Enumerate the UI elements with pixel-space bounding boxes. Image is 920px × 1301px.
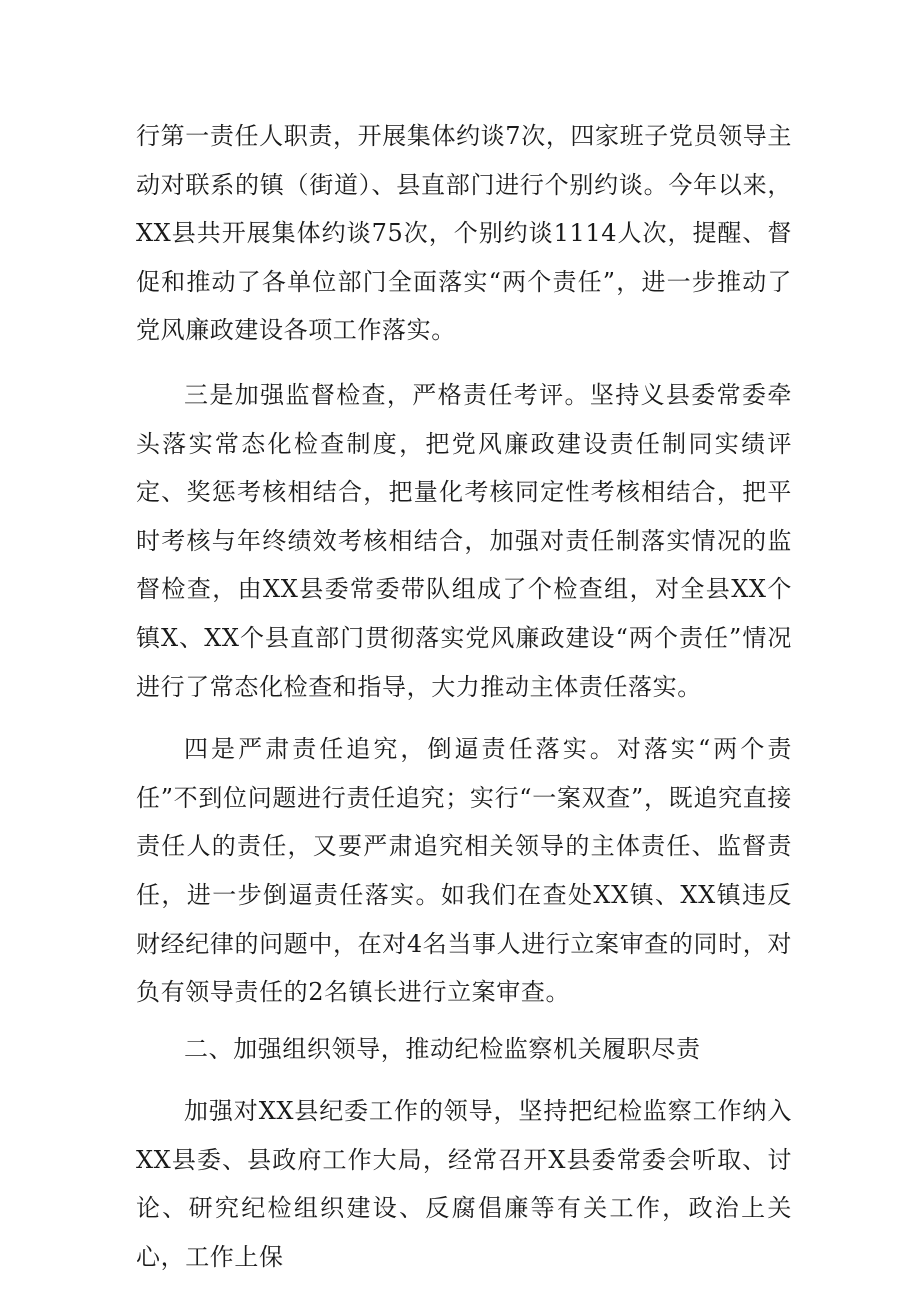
paragraph-supervision: 三是加强监督检查，严格责任考评。坚持义县委常委牵头落实常态化检查制度，把党风廉政建设责任制同实绩评定、奖惩考核相结合，把量化考核同定性考核相结合，把平时考核与年终绩效考核相结合，加强对责任制落实情况的监督检查，由XX县委常委带队组成了个检查组，对全县XX个镇X、XX个县直部门贯彻落实党风廉政建设“两个责任”情况进行了常态化检查和指导，大力推动主体责任落实。 (136, 380, 792, 701)
paragraph-leadership: 加强对XX县纪委工作的领导，坚持把纪检监察工作纳入XX县委、县政府工作大局，经常召开X县委常委会听取、讨论、研究纪检组织建设、反腐倡廉等有关工作，政治上关心，工作上保 (136, 1097, 792, 1272)
document-body (136, 112, 792, 1282)
paragraph-accountability: 四是严肃责任追究，倒逼责任落实。对落实“两个责任”不到位问题进行责任追究；实行“一案双查”，既追究直接责任人的责任，又要严肃追究相关领导的主体责任、监督责任，进一步倒逼责任落实。如我们在查处XX镇、XX镇违反财经纪律的问题中，在对4名当事人进行立案审查的同时，对负有领导责任的2名镇长进行立案审查。 (136, 735, 792, 1007)
paragraph-continuation: 行第一责任人职责，开展集体约谈7次，四家班子党员领导主动对联系的镇（街道）、县直部门进行个别约谈。今年以来，XX县共开展集体约谈75次，个别约谈1114人次，提醒、督促和推动了各单位部门全面落实“两个责任”，进一步推动了党风廉政建设各项工作落实。 (136, 122, 792, 345)
section-heading: 二、加强组织领导，推动纪检监察机关履职尽责 (184, 1034, 701, 1063)
